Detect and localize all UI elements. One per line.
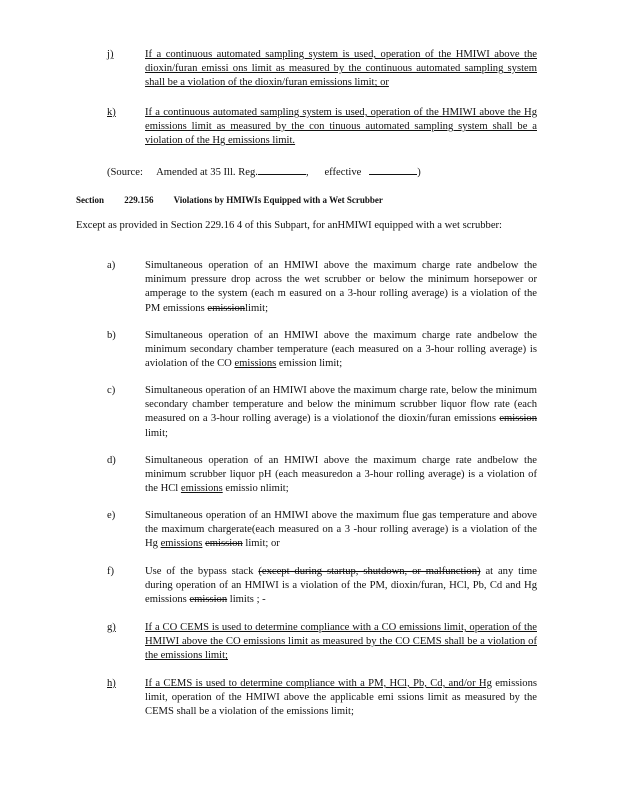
underlined-text: emissions (234, 358, 277, 370)
intro-paragraph: Except as provided in Section 229.16 4 of this Subpart, for anHMIWI equipped with a wet scrubber: (76, 220, 503, 231)
item-label: f) (107, 566, 115, 577)
section-word: Section (76, 195, 104, 205)
item-text (145, 565, 537, 608)
blank-line (258, 164, 306, 175)
item-label: g) (107, 622, 116, 633)
item-text (145, 106, 537, 149)
item-text (145, 384, 537, 441)
struck-text: emission (499, 413, 537, 425)
text-end: limit; (245, 302, 269, 314)
item-text (145, 329, 537, 372)
text-end: emissio nlimit; (225, 483, 289, 495)
item-label: h) (107, 678, 116, 689)
section-title: Violations by HMIWIs Equipped with a Wet Scrubber (173, 195, 383, 205)
source-prefix: (Source: (107, 167, 143, 178)
source-suffix: ) (417, 167, 421, 178)
item-text (145, 509, 537, 552)
item-text (145, 677, 537, 720)
struck-text: emission (205, 538, 243, 550)
item-label: e) (107, 510, 116, 521)
item-label: j) (107, 49, 114, 60)
source-note: (Source: Amended at 35 Ill. Reg. , effective ) (107, 164, 547, 180)
struck-text: emission (207, 302, 246, 314)
item-label: c) (107, 385, 116, 396)
text-run: Simultaneous operation of an HMIWI above the maximum charge rate andbelow the minimum pressure drop across the wet scrubber or below the minimum horsepower or amperage to the system (each m easured on a 3-hour rolling average) is a violation of the PM emissions (145, 260, 537, 314)
item-label: b) (107, 330, 116, 341)
struck-text: (except during startup, shutdown, or malfunction) (258, 566, 481, 577)
item-label: d) (107, 455, 116, 466)
underlined-text: emissions (160, 538, 203, 550)
struck-text-2: emission (189, 594, 228, 606)
text-run: Simultaneous operation of an HMIWI above the maximum charge rate, below the minimum secondary chamber temperature and below the minimum scrubber liquor flow rate (each measured on a 3-hour rolling average) is a violationof the dioxin/furan emissions (145, 385, 537, 425)
text-end: limit; or (245, 538, 280, 550)
text-run: emissions limit, operation of the HMIWI above the applicable emi ssions limit as measured by the CEMS shall be a violation of the emissions limit; (145, 678, 538, 718)
item-text (145, 259, 537, 316)
item-label: a) (107, 260, 116, 271)
item-text-underlined: If a continuous automated sampling system is used, operation of the HMIWI above the Hg emissions limit as measured by the con tinuous automated sampling system shall be a violation of the Hg emissions limit. (145, 107, 537, 147)
text-end: emission limit; (278, 358, 343, 370)
text-end: limit; (145, 427, 168, 439)
item-text (145, 454, 537, 497)
item-label: k) (107, 107, 116, 118)
text-run: Simultaneous operation of an HMIWI above the maximum flue gas temperature and above the maximum chargerate(each measured on a 3 -hour rolling average) is a violation of the Hg (145, 510, 537, 550)
underlined-text: emissions (180, 483, 223, 495)
blank-line (369, 164, 417, 175)
text-run-2: at any time during operation of an HMIWI is a violation of the PM, dioxin/furan, HCl, Pb, Cd and Hg emissions (145, 566, 537, 606)
text-end: limits ; - (229, 594, 266, 606)
underlined-text: If a CEMS is used to determine compliance with a PM, HCl, Pb, Cd, and/or Hg (145, 678, 492, 689)
text-run: Use of the bypass stack (145, 566, 254, 577)
section-number: 229.156 (124, 195, 154, 205)
text-run: Simultaneous operation of an HMIWI above the maximum charge rate andbelow the minimum secondary chamber temperature (each measured on a 3-hour rolling average) is aviolation of the CO (145, 330, 537, 370)
source-effective: effective (324, 167, 362, 178)
source-amended: Amended at 35 Ill. Reg. (156, 167, 258, 178)
item-text: If a continuous automated sampling system is used, operation of the HMIWI above the dioxin/furan emissi ons limit as measured by the continuous automated sampling system shall be a violation of the dioxin/furan emissions limit; or (145, 49, 537, 89)
text-run: Simultaneous operation of an HMIWI above the maximum charge rate andbelow the minimum scrubber liquor pH (each measuredon a 3-hour rolling average) is a violation of the HCl (145, 455, 537, 495)
item-text (145, 621, 537, 664)
underlined-text: If a CO CEMS is used to determine compliance with a CO emissions limit, operation of the HMIWI above the CO emissions limit as measured by the CO CEMS shall be a violation of the emissions limit; (145, 622, 537, 662)
section-heading (76, 193, 401, 207)
